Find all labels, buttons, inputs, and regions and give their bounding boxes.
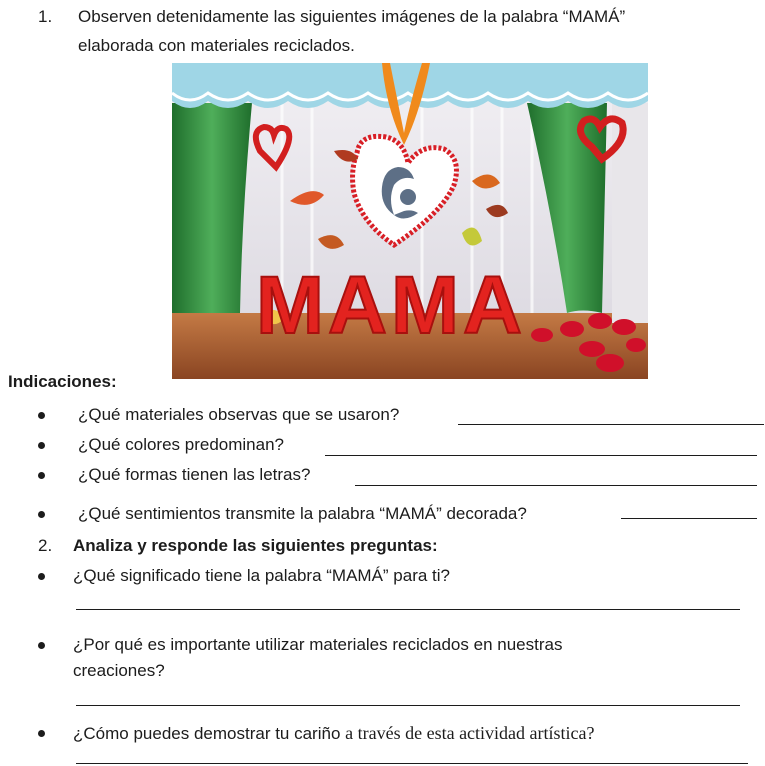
mama-letters: MAMA	[256, 260, 526, 351]
answer-line-meaning[interactable]	[76, 609, 740, 610]
blue-valance	[172, 63, 648, 108]
question-feelings: ¿Qué sentimientos transmite la palabra “MAMÁ” decorada?	[78, 504, 527, 523]
question-recycled-line1: ¿Por qué es importante utilizar materiales reciclados en nuestras	[73, 635, 563, 654]
answer-line-recycled[interactable]	[76, 705, 740, 706]
question-affection-part2: a través de esta actividad artística?	[345, 723, 595, 743]
bullet-icon	[38, 442, 45, 449]
bullet-icon	[38, 730, 45, 737]
answer-line-affection[interactable]	[76, 763, 748, 764]
answer-line-materials[interactable]	[458, 424, 764, 425]
question-colors: ¿Qué colores predominan?	[78, 435, 285, 454]
answer-line-feelings[interactable]	[621, 518, 757, 519]
mama-decoration-photo	[172, 63, 648, 379]
question-materials: ¿Qué materiales observas que se usaron?	[78, 405, 400, 424]
bullet-icon	[38, 511, 45, 518]
section-1-text-line2: elaborada con materiales reciclados.	[78, 36, 355, 55]
question-letter-shapes: ¿Qué formas tienen las letras?	[78, 465, 311, 484]
section-1-text-line1: Observen detenidamente las siguientes imágenes de la palabra “MAMÁ”	[78, 7, 626, 26]
answer-line-colors[interactable]	[325, 455, 757, 456]
answer-line-letter-shapes[interactable]	[355, 485, 757, 486]
bullet-icon	[38, 412, 45, 419]
question-affection-part1: ¿Cómo puedes demostrar tu cariño	[73, 724, 346, 743]
section-2-heading: Analiza y responde las siguientes preguntas:	[73, 536, 438, 555]
question-recycled-line2: creaciones?	[73, 661, 165, 680]
bullet-icon	[38, 573, 45, 580]
question-affection	[73, 722, 595, 745]
bullet-icon	[38, 472, 45, 479]
bullet-icon	[38, 642, 45, 649]
green-curtain-left	[172, 103, 252, 313]
section-2-number: 2.	[38, 536, 53, 555]
section-1-number: 1.	[38, 7, 53, 26]
question-meaning: ¿Qué significado tiene la palabra “MAMÁ” para ti?	[73, 566, 451, 585]
indicaciones-heading: Indicaciones:	[8, 372, 117, 391]
